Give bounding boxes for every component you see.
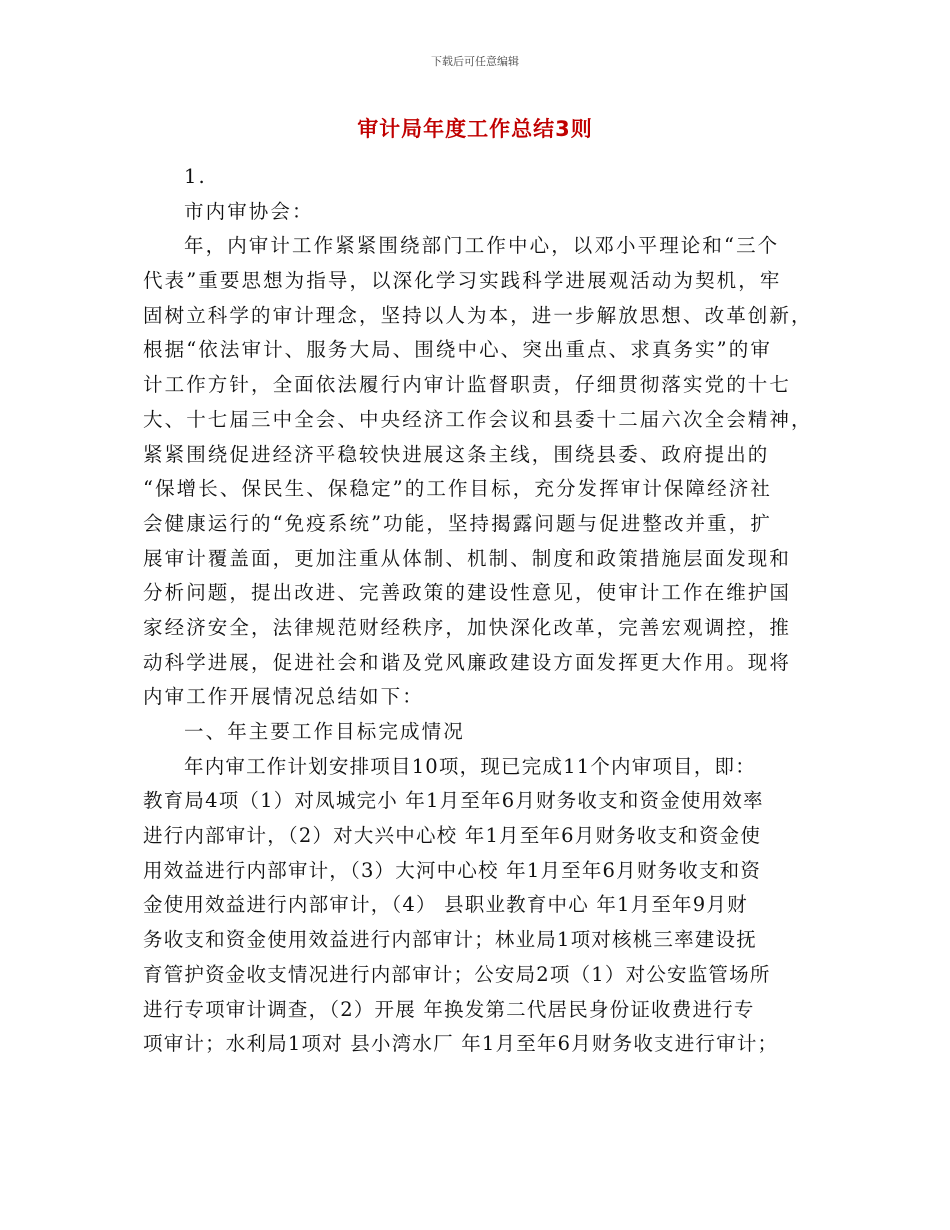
body-line: 进行内部审计，（2）对大兴中心校 年1月至年6月财务收支和资金使 [143, 824, 762, 848]
body-line: 动科学进展，促进社会和谐及党风廉政建设方面发挥更大作用。现将 [143, 650, 792, 674]
body-line: 计工作方针，全面依法履行内审计监督职责，仔细贯彻落实党的十七 [143, 373, 792, 397]
document-body [143, 160, 823, 1062]
body-line: 大、十七届三中全会、中央经济工作会议和县委十二届六次全会精神， [143, 407, 813, 431]
body-line: 分析问题，提出改进、完善政策的建设性意见，使审计工作在维护国 [143, 581, 792, 605]
body-line: 项审计；水利局1项对 县小湾水厂 年1月至年6月财务收支进行审计； [143, 1032, 779, 1056]
body-line: 用效益进行内部审计，（3）大河中心校 年1月至年6月财务收支和资 [143, 858, 762, 882]
body-line: 紧紧围绕促进经济平稳较快进展这条主线，围绕县委、政府提出的 [143, 442, 770, 466]
body-line: 会健康运行的“免疫系统”功能，坚持揭露问题与促进整改并重，扩 [143, 511, 772, 535]
body-line: 展审计覆盖面，更加注重从体制、机制、制度和政策措施层面发现和 [143, 546, 792, 570]
body-line: 育管护资金收支情况进行内部审计；公安局2项（1）对公安监管场所 [143, 962, 771, 986]
body-line: 家经济安全，法律规范财经秩序，加快深化改革，完善宏观调控，推 [143, 615, 792, 639]
document-title: 审计局年度工作总结3则 [357, 117, 593, 141]
body-line: 务收支和资金使用效益进行内部审计；林业局1项对核桃三率建设抚 [143, 928, 757, 952]
body-line: 年内审工作计划安排项目10项，现已完成11个内审项目，即： [184, 754, 756, 778]
page-header-note: 下载后可任意编辑 [431, 55, 519, 68]
salutation: 市内审协会： [184, 199, 314, 223]
paragraph-number: 1. [184, 165, 207, 188]
body-line: 进行专项审计调查，（2）开展 年换发第二代居民身份证收费进行专 [143, 997, 755, 1021]
body-line: 内审工作开展情况总结如下： [143, 685, 424, 709]
body-line: 年，内审计工作紧紧围绕部门工作中心，以邓小平理论和“三个 [184, 234, 780, 258]
body-line: “保增长、保民生、保稳定”的工作目标，充分发挥审计保障经济社 [143, 477, 772, 501]
section-heading: 一、年主要工作目标完成情况 [184, 720, 465, 743]
body-line: 金使用效益进行内部审计，（4） 县职业教育中心 年1月至年9月财 [143, 893, 748, 917]
body-line: 固树立科学的审计理念，坚持以人为本，进一步解放思想、改革创新， [143, 303, 813, 327]
body-line: 教育局4项（1）对凤城完小 年1月至年6月财务收支和资金使用效率 [143, 789, 764, 813]
body-line: 代表”重要思想为指导，以深化学习实践科学进展观活动为契机，牢 [143, 269, 782, 293]
body-line: 根据“依法审计、服务大局、围绕中心、突出重点、求真务实”的审 [143, 338, 772, 362]
